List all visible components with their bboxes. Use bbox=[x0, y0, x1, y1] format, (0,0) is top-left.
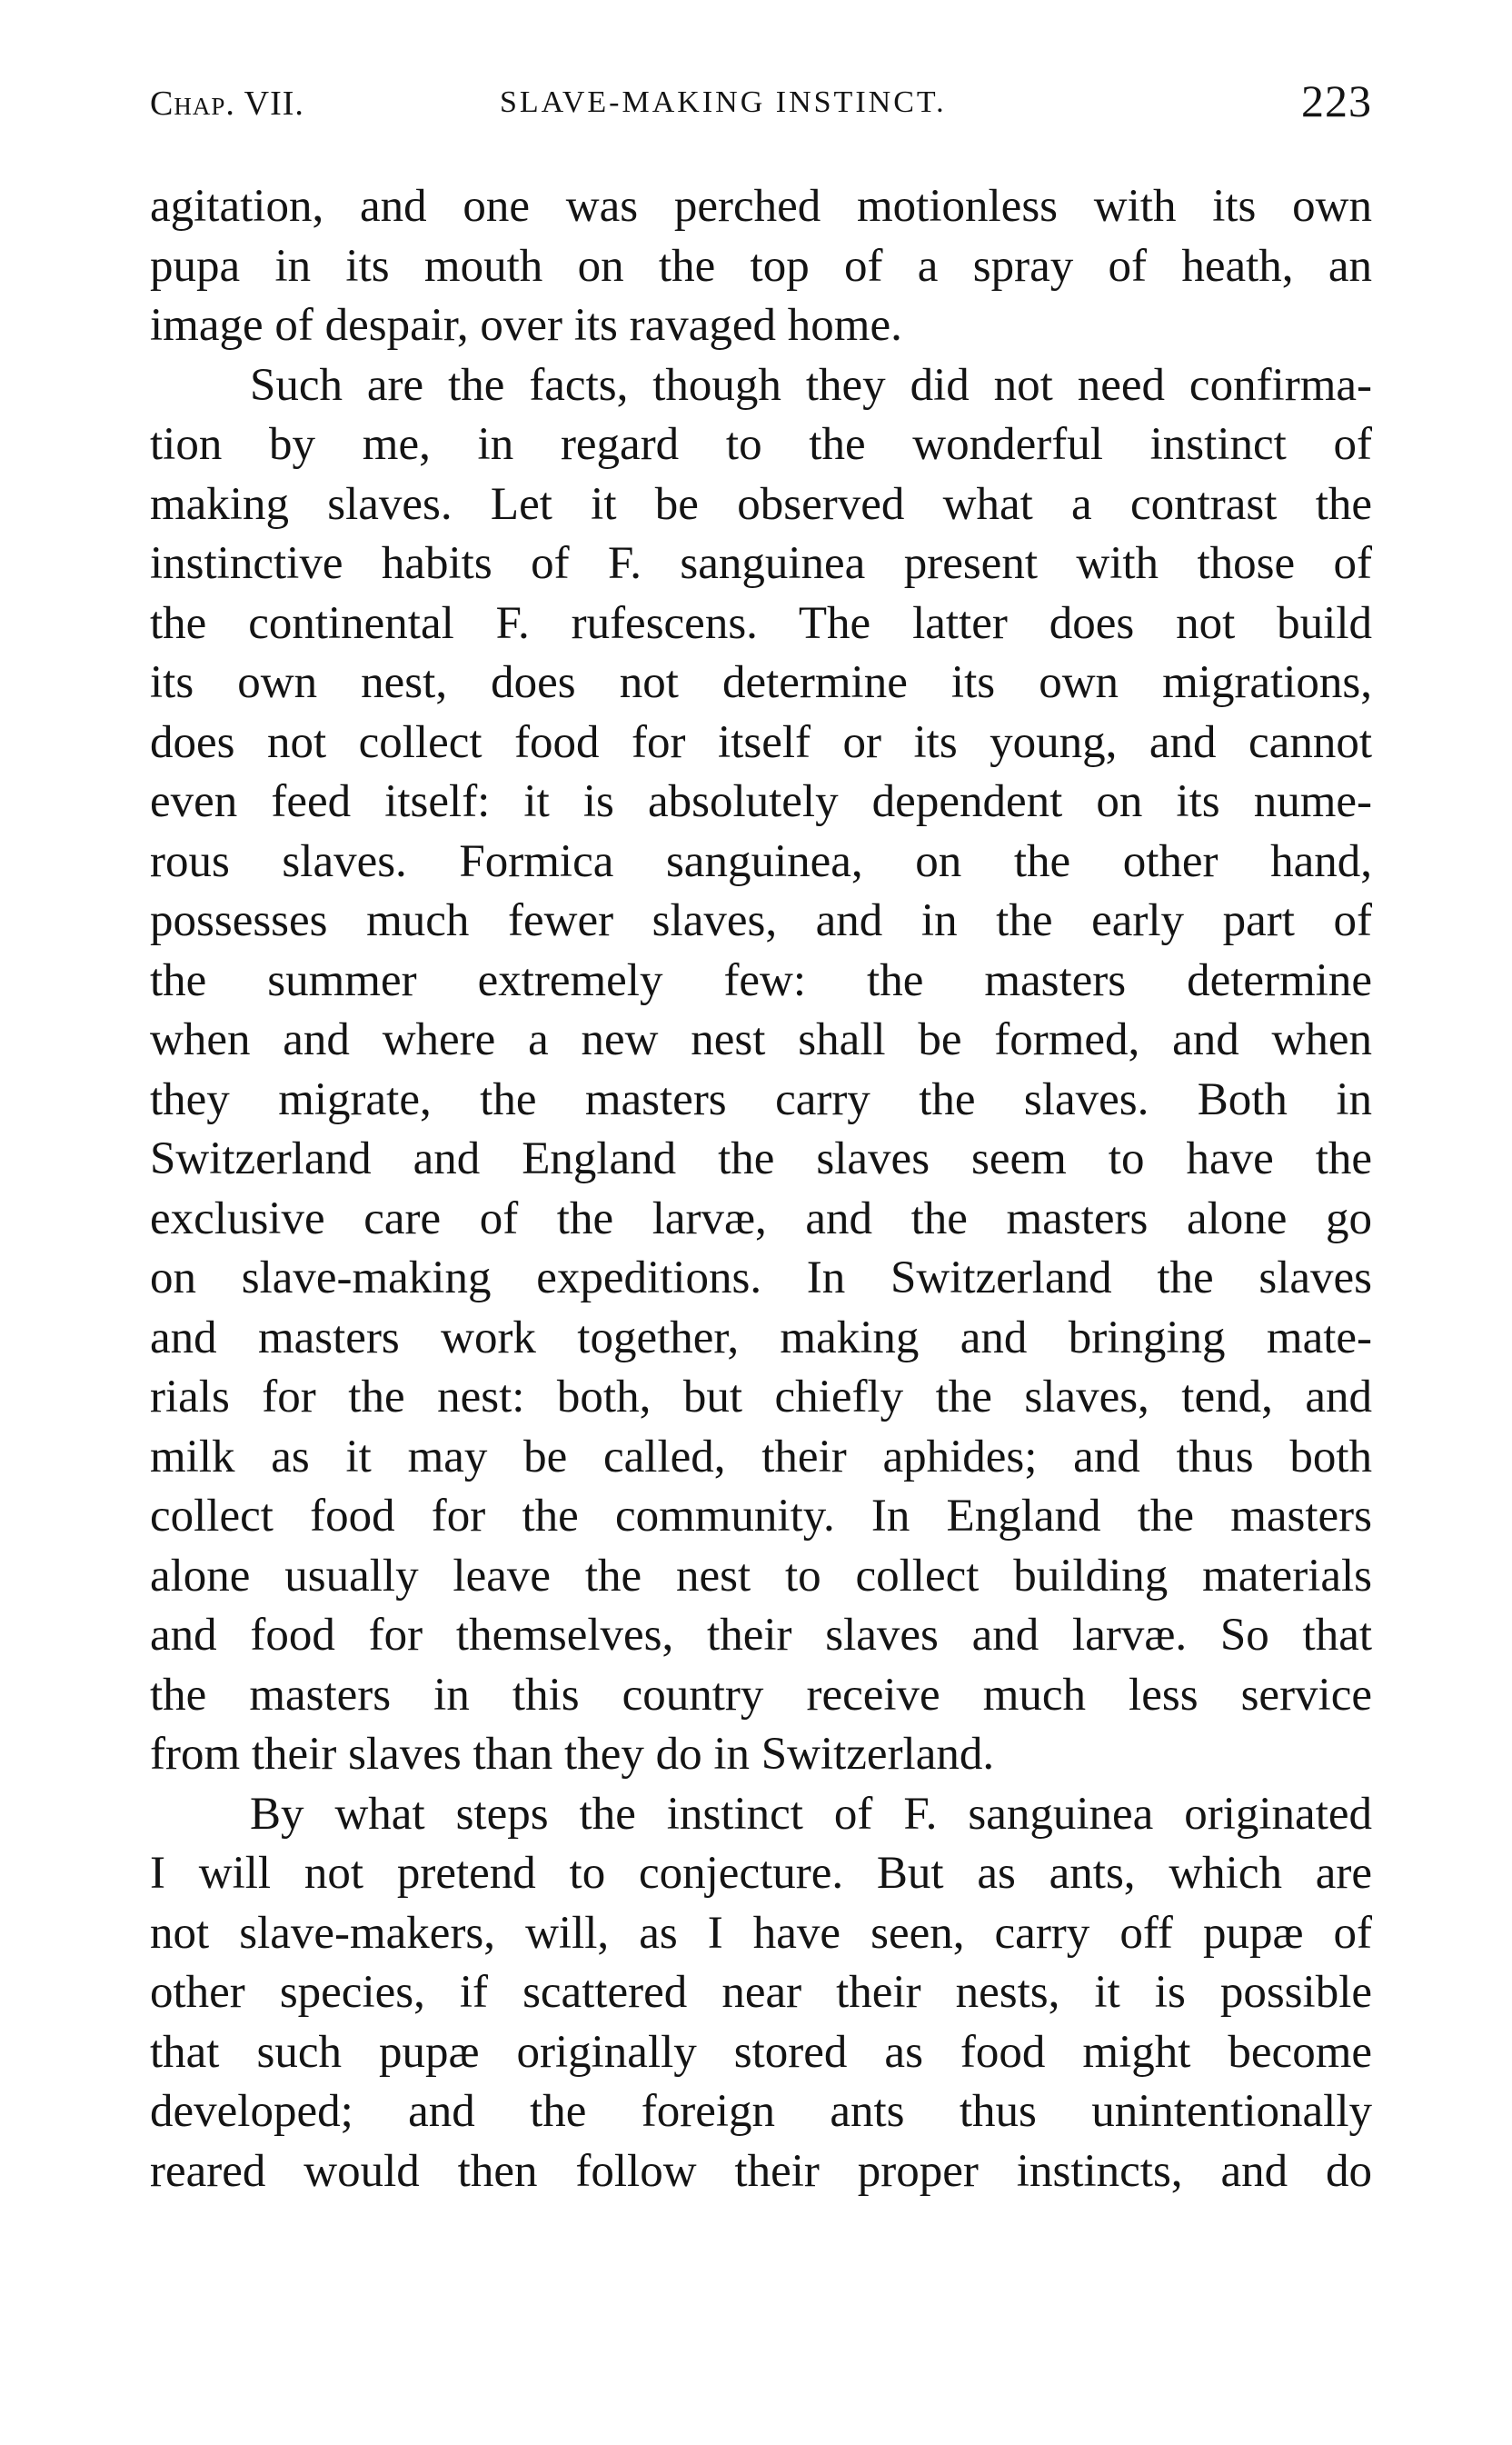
text-line: By what steps the instinct of F. sanguinea originated bbox=[250, 1788, 1372, 1840]
text-line: on slave-making expeditions. In Switzerland the slaves bbox=[150, 1252, 1372, 1303]
text-line: they migrate, the masters carry the slaves. Both in bbox=[150, 1073, 1372, 1125]
paragraph-3 bbox=[150, 1785, 1372, 2202]
text-line: image of despair, over its ravaged home. bbox=[150, 300, 902, 351]
text-line: its own nest, does not determine its own migrations, bbox=[150, 657, 1372, 708]
paragraph-2 bbox=[150, 356, 1372, 1785]
chapter-label: Chap. VII. bbox=[150, 85, 304, 123]
paragraph-1 bbox=[150, 177, 1372, 356]
text-line: other species, if scattered near their nests, it is possible bbox=[150, 1967, 1372, 2018]
text-line: does not collect food for itself or its young, and cannot bbox=[150, 716, 1372, 768]
text-line: and masters work together, making and bringing mate- bbox=[150, 1312, 1372, 1363]
text-line: developed; and the foreign ants thus unintentionally bbox=[150, 2086, 1372, 2137]
text-line: Switzerland and England the slaves seem to have the bbox=[150, 1133, 1372, 1184]
text-line: the summer extremely few: the masters determine bbox=[150, 954, 1372, 1006]
text-line: alone usually leave the nest to collect building materials bbox=[150, 1550, 1372, 1602]
text-line: reared would then follow their proper instincts, and do bbox=[150, 2145, 1372, 2197]
text-line: possesses much fewer slaves, and in the early part of bbox=[150, 895, 1372, 946]
text-line: milk as it may be called, their aphides; and thus both bbox=[150, 1431, 1372, 1482]
text-line: rous slaves. Formica sanguinea, on the other hand, bbox=[150, 835, 1372, 887]
body-text bbox=[150, 177, 1372, 2201]
text-line: tion by me, in regard to the wonderful instinct of bbox=[150, 419, 1372, 470]
text-line: collect food for the community. In England the masters bbox=[150, 1491, 1372, 1542]
text-line: making slaves. Let it be observed what a contrast the bbox=[150, 478, 1372, 530]
text-line: the continental F. rufescens. The latter does not build bbox=[150, 597, 1372, 649]
page-number: 223 bbox=[1301, 75, 1372, 126]
text-line: even feed itself: it is absolutely dependent on its nume- bbox=[150, 776, 1372, 827]
running-header bbox=[150, 75, 1372, 129]
text-line: Such are the facts, though they did not need confirma- bbox=[250, 359, 1372, 411]
text-line: not slave-makers, will, as I have seen, carry off pupæ of bbox=[150, 1907, 1372, 1959]
text-line: agitation, and one was perched motionless with its own bbox=[150, 181, 1372, 232]
text-line: from their slaves than they do in Switzerland. bbox=[150, 1729, 995, 1780]
text-line: rials for the nest: both, but chiefly the slaves, tend, and bbox=[150, 1372, 1372, 1422]
text-line: the masters in this country receive much less service bbox=[150, 1669, 1372, 1721]
text-line: and food for themselves, their slaves and larvæ. So that bbox=[150, 1610, 1372, 1661]
text-line: when and where a new nest shall be formed, and when bbox=[150, 1014, 1372, 1065]
text-line: that such pupæ originally stored as food might become bbox=[150, 2026, 1372, 2078]
running-title: SLAVE-MAKING INSTINCT. bbox=[500, 85, 947, 119]
text-line: pupa in its mouth on the top of a spray of heath, an bbox=[150, 240, 1372, 292]
text-line: I will not pretend to conjecture. But as ants, which are bbox=[150, 1848, 1372, 1899]
text-line: instinctive habits of F. sanguinea present with those of bbox=[150, 538, 1372, 589]
text-line: exclusive care of the larvæ, and the masters alone go bbox=[150, 1193, 1372, 1244]
